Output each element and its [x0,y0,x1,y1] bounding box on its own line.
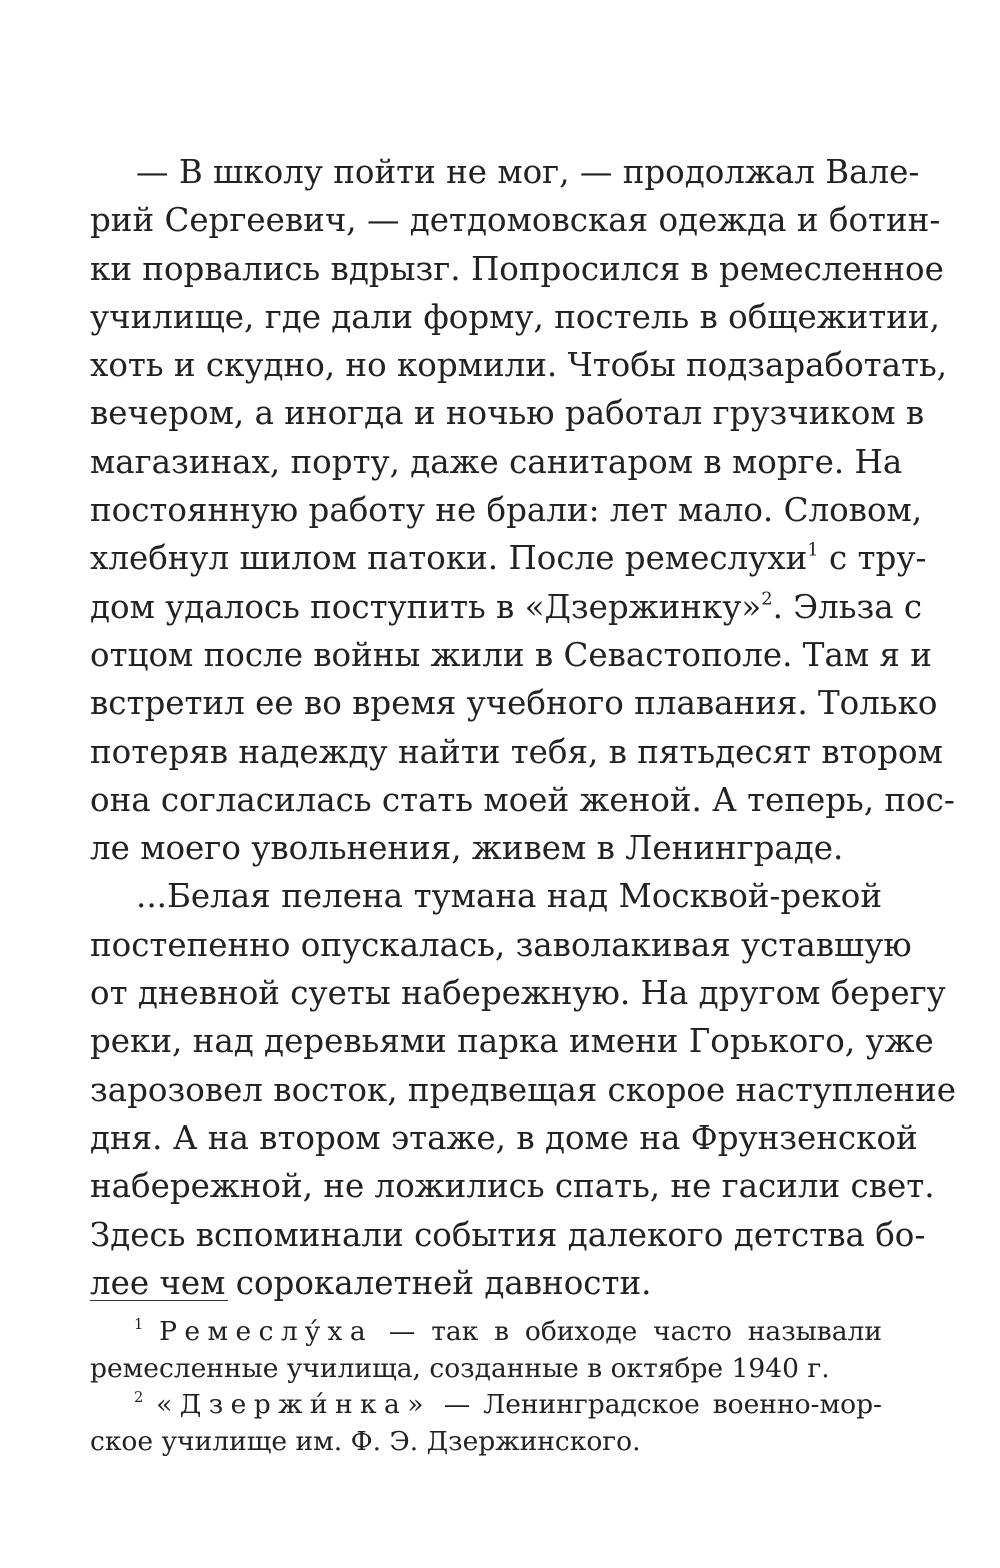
text-line: набережной, не ложились спать, не гасили свет. [90,1167,935,1206]
text-line [90,534,927,582]
footnote-1-term: Ремеслýха [159,1316,374,1347]
text-line: ле моего увольнения, живем в Ленинграде. [90,829,844,868]
text-line: постепенно опускалась, заволакивая уставшую [90,925,912,964]
text-line: отцом после войны жили в Севастополе. Там я и [90,635,932,674]
text-line: ки порвались вдрызг. Попросился в ремесленное [90,249,944,288]
text-line: от дневной суеты набережную. На другом берегу [90,974,946,1013]
footnote-1-line [90,1314,882,1351]
text-line: Здесь вспоминали события далекого детства бо- [90,1215,926,1254]
text-line: лее чем сорокалетней давности. [90,1263,652,1302]
text-line: зарозовел восток, предвещая скорое наступление [90,1070,956,1109]
footnote-2-term: «Дзержи́нка» [156,1389,431,1420]
footnote-2-text: — Ленинградское военно-мор- [430,1389,882,1420]
text-line: училище, где дали форму, постель в общежитии, [90,297,940,336]
footnote-ref-1[interactable]: 1 [807,539,819,561]
footnote-1-line: ремесленные училища, созданные в октябре 1940 г. [90,1352,830,1384]
text-fragment: с тру- [829,539,927,578]
text-line: вечером, а иногда и ночью работал грузчиком в [90,394,925,433]
footnote-2-line [90,1387,882,1424]
footnote-2-mark: 2 [134,1389,144,1407]
text-line: потеряв надежду найти тебя, в пятьдесят втором [90,732,943,771]
main-text [90,148,956,1307]
footnote-1-mark: 1 [134,1316,144,1334]
text-fragment: хлебнул шилом патоки. После ремеслухи [90,539,808,578]
text-fragment: . Эльза с [772,587,923,626]
text-line: встретил ее во время учебного плавания. Только [90,684,938,723]
footnotes [90,1314,882,1460]
text-line: хоть и скудно, но кормили. Чтобы подзаработать, [90,346,948,385]
paragraph [90,872,956,1307]
text-line: ...Белая пелена тумана над Москвой-рекой [136,877,882,916]
paragraph [90,148,955,872]
text-line: — В школу пойти не мог, — продолжал Вале- [136,153,920,191]
footnote-2-line: ское училище им. Ф. Э. Дзержинского. [90,1425,641,1457]
text-line: реки, над деревьями парка имени Горького, уже [90,1022,934,1061]
footnote-1-text: — так в обиходе часто называли [373,1316,882,1347]
text-line: постоянную работу не брали: лет мало. Словом, [90,491,923,530]
text-fragment: дом удалось поступить в «Дзержинку» [90,587,762,626]
text-line: она согласилась стать моей женой. А теперь, пос- [90,780,955,819]
footnote-separator [90,1300,228,1301]
text-line: магазинах, порту, даже санитаром в морге. На [90,442,903,481]
text-line: рий Сергеевич, — детдомовская одежда и ботин- [90,201,941,240]
text-line [90,583,923,631]
footnote-ref-2[interactable]: 2 [761,588,773,610]
text-line: дня. А на втором этаже, в доме на Фрунзенской [90,1118,918,1157]
